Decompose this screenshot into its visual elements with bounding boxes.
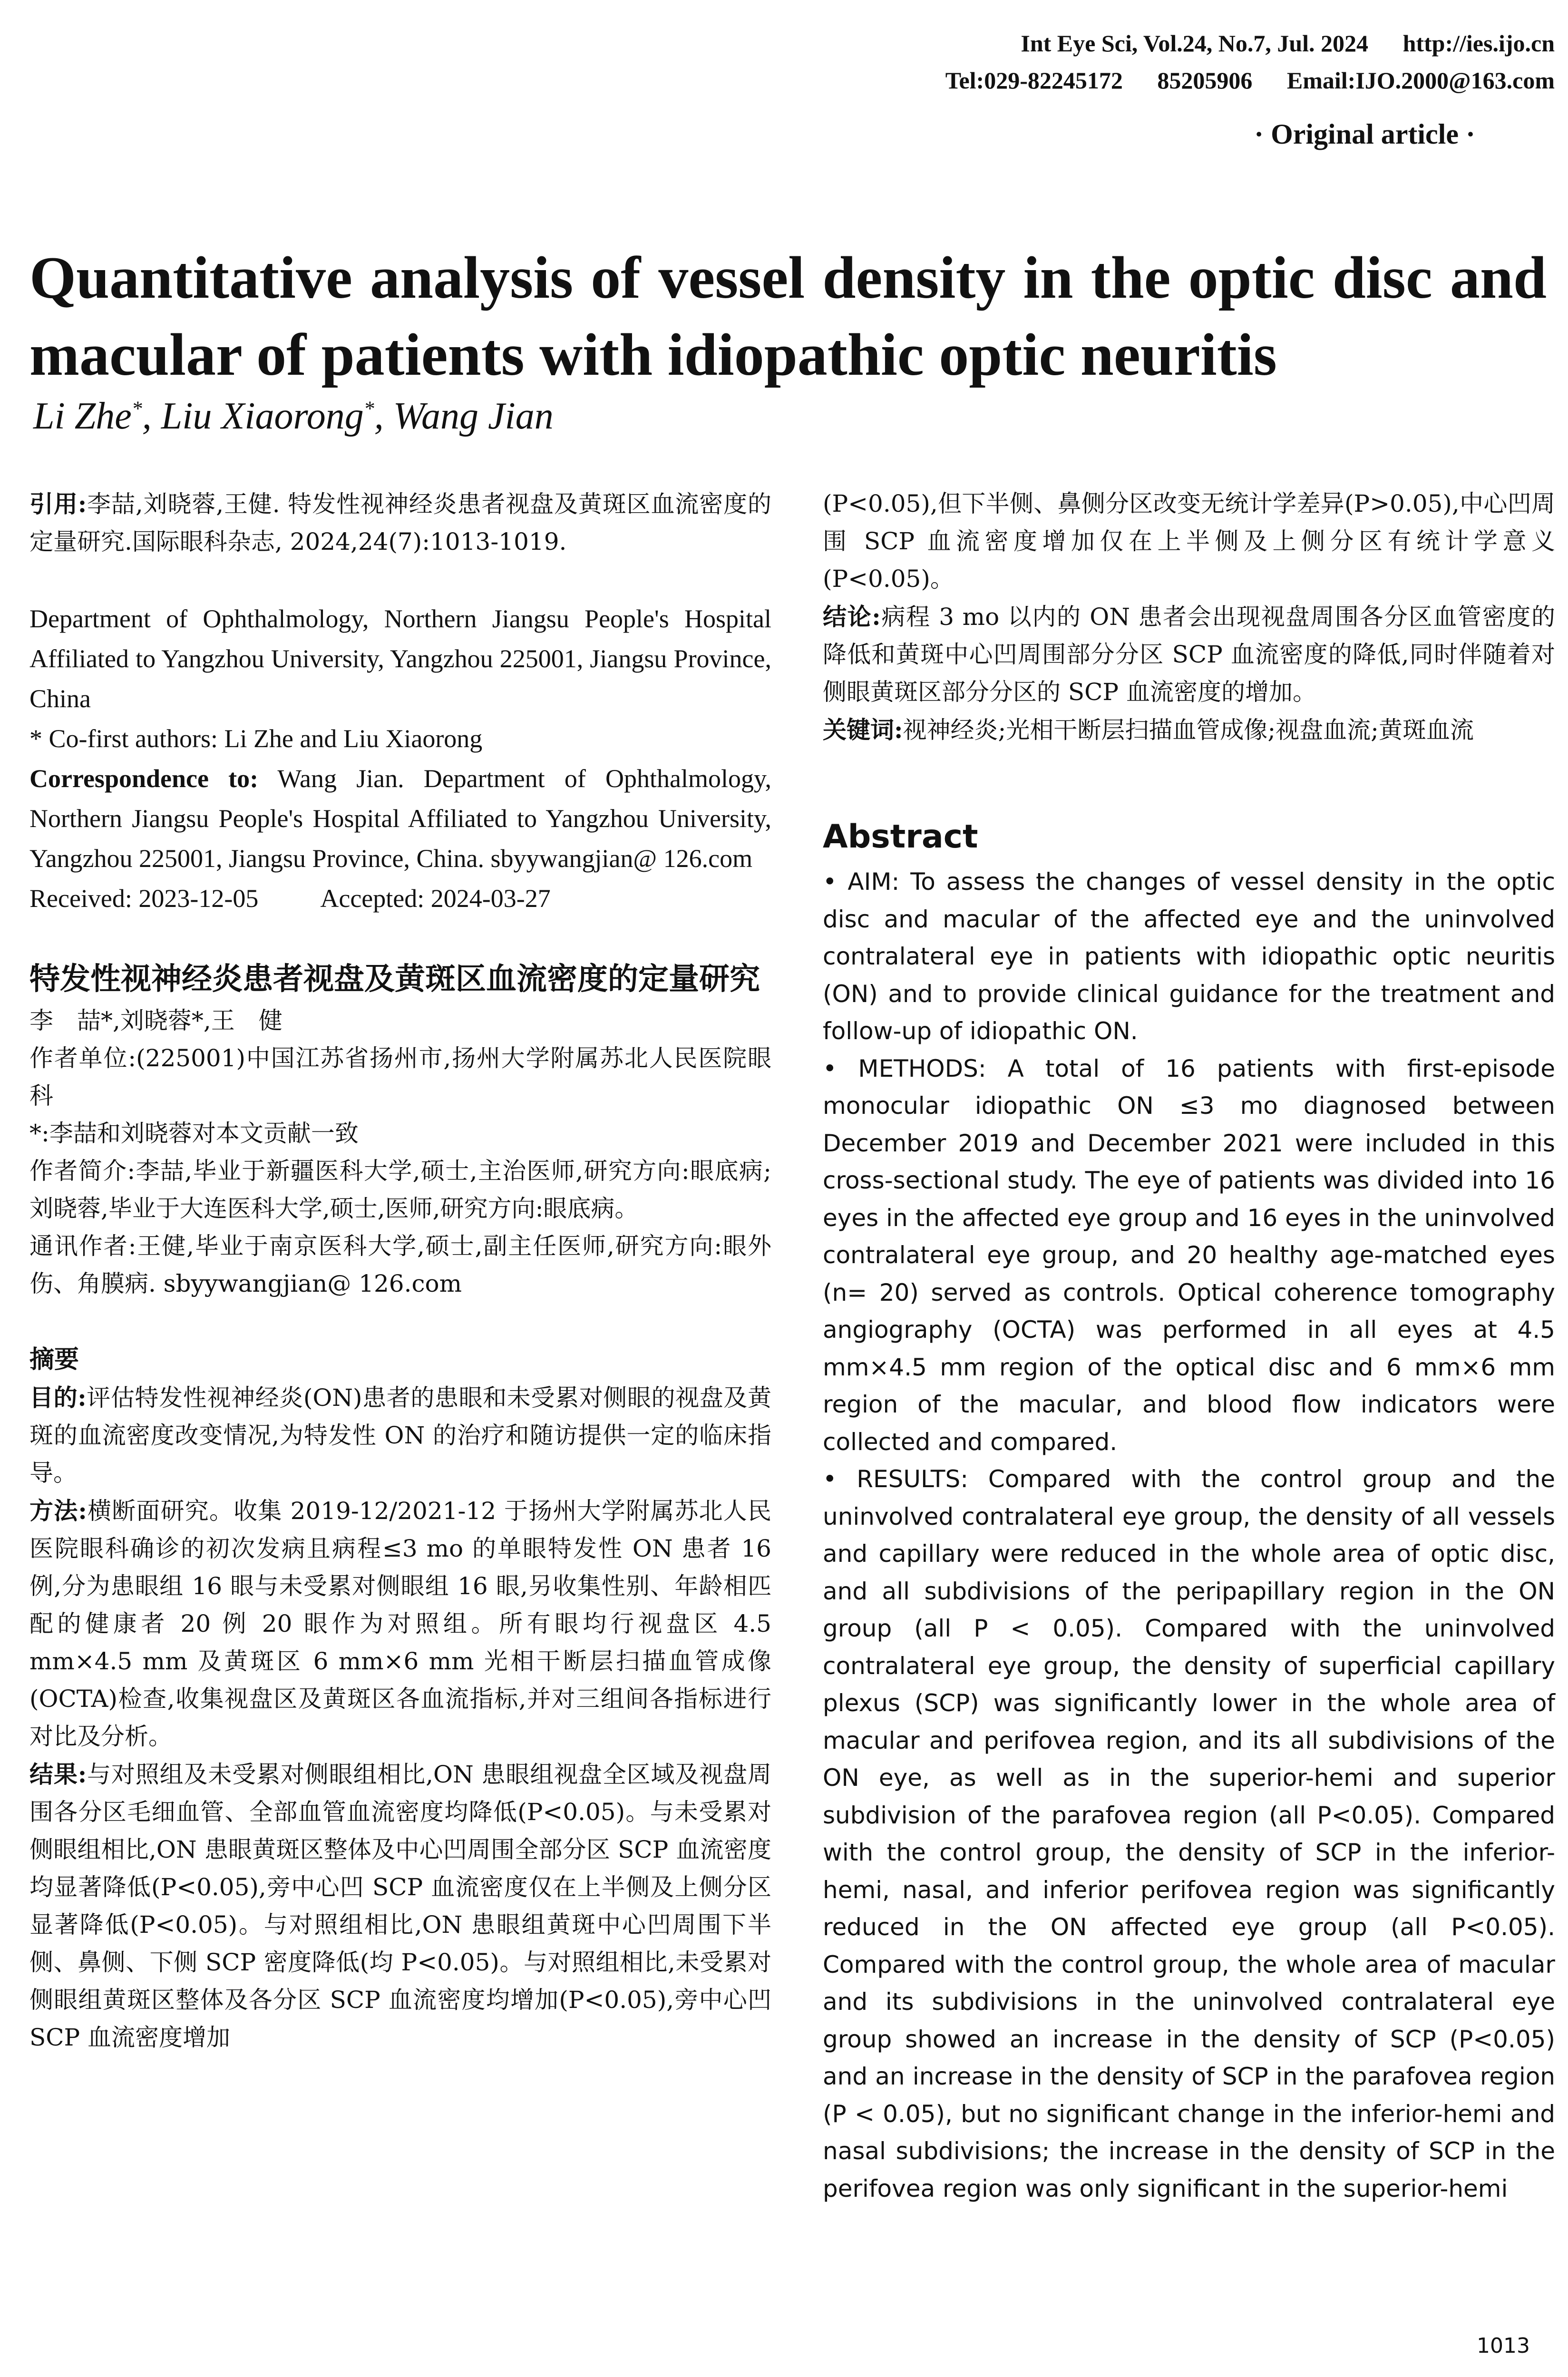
abstract-results — [823, 1461, 1555, 2207]
affiliation: Department of Ophthalmology, Northern Jiangsu People's Hospital Affiliated to Yangzhou University, Yangzhou 225001, Jiangsu Province, China — [29, 604, 771, 713]
abstract-aim — [823, 863, 1555, 1050]
cn-results-text: 与对照组及未受累对侧眼组相比,ON 患眼组视盘全区域及视盘周围各分区毛细血管、全部血管血流密度均降低(P<0.05)。与未受累对侧眼组相比,ON 患眼黄斑区整体及中心凹周围全部分区 SCP 血流密度均显著降低(P<0.05),旁中心凹 SCP 血流密度仅在上半侧及上侧分区显著降低(P<0.05)。与对照组相比,ON 患眼组黄斑中心凹周围下半侧、鼻侧、下侧 SCP 密度降低(均 P<0.05)。与对照组相比,未受累对侧眼组黄斑区整体及各分区 SCP 血流密度均增加(P<0.05),旁中心凹 SCP 血流密度增加 — [29, 1761, 771, 2051]
header-row-2 — [917, 62, 1555, 99]
citation-text: 李喆,刘晓蓉,王健. 特发性视神经炎患者视盘及黄斑区血流密度的定量研究.国际眼科杂志, 2024,24(7):1013-1019. — [29, 490, 771, 555]
author-1: Li Zhe — [33, 395, 132, 437]
received-date: Received: 2023-12-05 — [29, 884, 259, 913]
abstract-methods-label: • METHODS: — [823, 1054, 986, 1082]
header-row-1 — [917, 25, 1555, 62]
cn-methods-label: 方法: — [29, 1497, 87, 1525]
journal-url[interactable]: http://ies.ijo.cn — [1402, 30, 1555, 57]
cn-keywords — [823, 711, 1555, 749]
right-column — [823, 485, 1555, 2207]
journal-citation: Int Eye Sci, Vol.24, No.7, Jul. 2024 — [1021, 30, 1369, 57]
abstract-aim-label: • AIM: — [823, 868, 900, 896]
cn-aim-label: 目的: — [29, 1383, 87, 1412]
cn-title: 特发性视神经炎患者视盘及黄斑区血流密度的定量研究 — [29, 962, 760, 997]
abstract-heading: Abstract — [823, 818, 978, 856]
cn-authors: 李 喆*,刘晓蓉*,王 健 — [29, 1007, 282, 1034]
co-first-mark-2: * — [363, 397, 374, 420]
cn-contrib: *:李喆和刘晓蓉对本文贡献一致 — [29, 1120, 359, 1147]
cn-conclusion — [823, 598, 1555, 711]
cn-keywords-text: 视神经炎;光相干断层扫描血管成像;视盘血流;黄斑血流 — [903, 716, 1474, 744]
journal-tel: Tel:029-82245172 — [945, 67, 1123, 94]
running-header — [917, 25, 1555, 99]
correspondence-label: Correspondence to: — [29, 764, 259, 793]
author-separator-2: , — [374, 395, 393, 437]
dates — [29, 878, 771, 918]
cn-abstract-heading: 摘要 — [29, 1345, 79, 1374]
cn-results-label: 结果: — [29, 1760, 87, 1788]
citation — [29, 485, 771, 561]
citation-label: 引用: — [29, 490, 87, 518]
correspondence-text: Wang Jian. Department of Ophthalmology, Northern Jiangsu People's Hospital Affiliated to Yangzhou University, Yangzhou 225001, Jiangsu Province, China. sbyywangjian@ 126.com — [29, 764, 772, 873]
co-first-mark-1: * — [131, 397, 142, 420]
page-number: 1013 — [1477, 2334, 1530, 2358]
correspondence — [29, 759, 771, 878]
journal-email[interactable]: Email:IJO.2000@163.com — [1286, 67, 1555, 94]
cn-results-continued: (P<0.05),但下半侧、鼻侧分区改变无统计学差异(P>0.05),中心凹周围 SCP 血流密度增加仅在上半侧及上侧分区有统计学意义(P<0.05)。 — [823, 490, 1555, 593]
author-2: Liu Xiaorong — [161, 395, 364, 437]
cn-unit: 作者单位:(225001)中国江苏省扬州市,扬州大学附属苏北人民医院眼科 — [29, 1044, 771, 1110]
left-column — [29, 485, 771, 2056]
abstract-results-label: • RESULTS: — [823, 1465, 969, 1493]
abstract-methods — [823, 1050, 1555, 1461]
cn-methods — [29, 1492, 771, 1755]
accepted-date: Accepted: 2024-03-27 — [320, 884, 551, 913]
cn-corr: 通讯作者:王健,毕业于南京医科大学,硕士,副主任医师,研究方向:眼外伤、角膜病. sbyywangjian@ 126.com — [29, 1232, 771, 1297]
cn-bio: 作者简介:李喆,毕业于新疆医科大学,硕士,主治医师,研究方向:眼底病;刘晓蓉,毕业于大连医科大学,硕士,医师,研究方向:眼底病。 — [29, 1157, 771, 1222]
paper-title: Quantitative analysis of vessel density in the optic disc and macular of patients with idiopathic optic neuritis — [29, 245, 1547, 389]
cn-keywords-label: 关键词: — [823, 716, 903, 744]
section-tag: · Original article · — [1254, 118, 1475, 150]
abstract-aim-text: To assess the changes of vessel density in the optic disc and macular of the affected eye and the uninvolved contralateral eye in patients with idiopathic optic neuritis (ON) and to provide clinical guidance for the treatment and follow-up of idiopathic ON. — [823, 868, 1555, 1045]
cn-conclusion-label: 结论: — [823, 603, 881, 631]
co-first-note: * Co-first authors: Li Zhe and Liu Xiaorong — [29, 724, 483, 753]
abstract-results-text: Compared with the control group and the uninvolved contralateral eye group, the density of all vessels and capillary were reduced in the whole area of optic disc, and all subdivisions of the peripapillary region in the ON group (all P < 0.05). Compared with the uninvolved contralateral eye group, the density of superficial capillary plexus (SCP) was significantly lower in the whole area of macular and perifovea region, and its all subdivisions of the ON eye, as well as in the superior-hemi and superior subdivision of the parafovea region (all P<0.05). Compared with the control group, the density of SCP in the inferior-hemi, nasal, and inferior perifovea region was significantly reduced in the ON affected eye group (all P<0.05). Compared with the control group, the whole area of macular and its subdivisions in the uninvolved contralateral eye group showed an increase in the density of SCP (P<0.05) and an increase in the density of SCP in the parafovea region (P < 0.05), but no significant change in the inferior-hemi and nasal subdivisions; the increase in the density of SCP in the perifovea region was only significant in the superior-hemi — [823, 1465, 1555, 2202]
author-separator-1: , — [142, 395, 152, 437]
cn-aim-text: 评估特发性视神经炎(ON)患者的患眼和未受累对侧眼的视盘及黄斑的血流密度改变情况,为特发性 ON 的治疗和随访提供一定的临床指导。 — [29, 1384, 771, 1487]
author-list — [33, 395, 554, 438]
cn-aim — [29, 1379, 771, 1492]
abstract-methods-text: A total of 16 patients with first-episode monocular idiopathic ON ≤3 mo diagnosed between December 2019 and December 2021 were included in this cross-sectional study. The eye of patients was divided into 16 eyes in the affected eye group and 16 eyes in the uninvolved contralateral eye group, and 20 healthy age-matched eyes (n= 20) served as controls. Optical coherence tomography angiography (OCTA) was performed in all eyes at 4.5 mm×4.5 mm region of the optical disc and 6 mm×6 mm region of the macular, and blood flow indicators were collected and compared. — [823, 1054, 1555, 1456]
journal-tel-2: 85205906 — [1157, 67, 1253, 94]
cn-conclusion-text: 病程 3 mo 以内的 ON 患者会出现视盘周围各分区血管密度的降低和黄斑中心凹周围部分分区 SCP 血流密度的降低,同时伴随着对侧眼黄斑区部分分区的 SCP 血流密度的增加。 — [823, 603, 1555, 706]
cn-results — [29, 1755, 771, 2056]
cn-methods-text: 横断面研究。收集 2019-12/2021-12 于扬州大学附属苏北人民医院眼科确诊的初次发病且病程≤3 mo 的单眼特发性 ON 患者 16 例,分为患眼组 16 眼与未受累对侧眼组 16 眼,另收集性别、年龄相匹配的健康者 20 例 20 眼作为对照组。所有眼均行视盘区 4.5 mm×4.5 mm 及黄斑区 6 mm×6 mm 光相干断层扫描血管成像(OCTA)检查,收集视盘区及黄斑区各血流指标,并对三组间各指标进行对比及分析。 — [29, 1497, 771, 1750]
author-3: Wang Jian — [393, 395, 554, 437]
